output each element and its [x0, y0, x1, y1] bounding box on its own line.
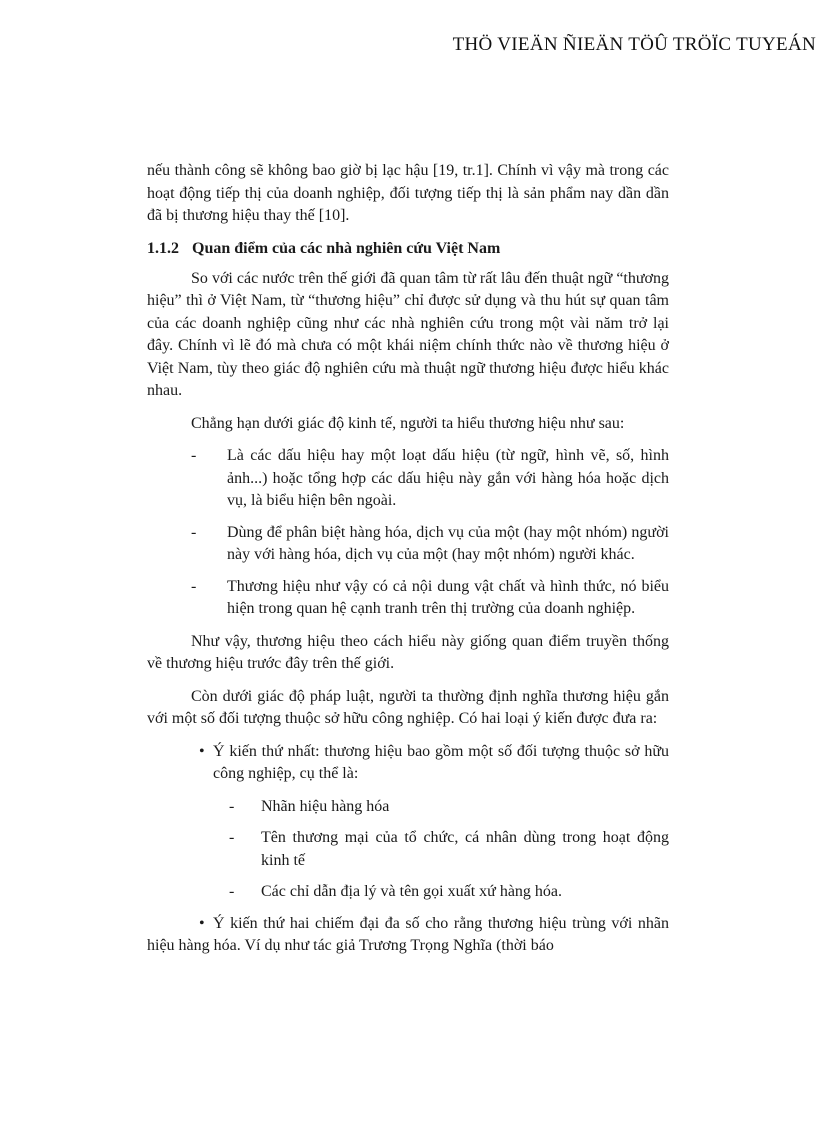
list-item-text: Là các dấu hiệu hay một loạt dấu hiệu (từ ngữ, hình vẽ, số, hình ảnh...) hoặc tổng hợp các dấu hiệu này gắn với hàng hóa hoặc dịch vụ, là biểu hiện bên ngoài.: [227, 447, 669, 509]
paragraph-2: Chẳng hạn dưới giác độ kinh tế, người ta hiểu thương hiệu như sau:: [191, 414, 625, 432]
dash-marker: -: [191, 523, 197, 541]
page-header-title: THÖ VIEÄN ÑIEÄN TÖÛ TRÖÏC TUYEÁN: [452, 34, 816, 55]
bullet-marker: •: [199, 914, 205, 932]
list-item-text: Nhãn hiệu hàng hóa: [261, 797, 390, 815]
opinion-2: [147, 913, 669, 958]
list-item-text: Thương hiệu như vậy có cả nội dung vật chất và hình thức, nó biểu hiện trong quan hệ cạnh tranh trên thị trường của doanh nghiệp.: [227, 577, 669, 617]
list-item: [147, 827, 669, 872]
intro-paragraph: nếu thành công sẽ không bao giờ bị lạc hậu [19, tr.1]. Chính vì vậy mà trong các hoạt động tiếp thị của doanh nghiệp, đối tượng tiếp thị là sản phẩm nay dần dần đã bị thương hiệu thay thế [10].: [147, 162, 669, 224]
list-item: [147, 796, 669, 819]
opinion-1-list: [147, 796, 669, 904]
bullet-marker: •: [199, 742, 205, 760]
paragraph-3: Như vậy, thương hiệu theo cách hiểu này giống quan điểm truyền thống về thương hiệu trước đây trên thế giới.: [147, 632, 669, 672]
section-heading: [147, 238, 669, 260]
dash-marker: -: [191, 577, 197, 595]
section-number: 1.1.2: [147, 239, 179, 257]
opinion-1: [147, 741, 669, 786]
list-item: [147, 576, 669, 621]
paragraph-1: So với các nước trên thế giới đã quan tâm từ rất lâu đến thuật ngữ “thương hiệu” thì ở Việt Nam, từ “thương hiệu” chỉ được sử dụng và thu hút sự quan tâm của các doanh nghiệp cũng như các nhà nghiên cứu trong một vài năm trở lại đây. Chính vì lẽ đó mà chưa có một khái niệm chính thức nào về thương hiệu ở Việt Nam, tùy theo giác độ nghiên cứu mà thuật ngữ thương hiệu được hiểu khác nhau.: [147, 269, 669, 399]
opinion-2-text: Ý kiến thứ hai chiếm đại đa số cho rằng thương hiệu trùng với nhãn hiệu hàng hóa. Ví dụ như tác giả Trương Trọng Nghĩa (thời báo: [147, 914, 669, 954]
list-item-text: Dùng để phân biệt hàng hóa, dịch vụ của một (hay một nhóm) người này với hàng hóa, dịch vụ của một (hay một nhóm) người khác.: [227, 523, 669, 563]
dash-marker: -: [229, 883, 235, 900]
document-body: [147, 160, 669, 968]
list-item: [147, 881, 669, 904]
economic-definition-list: [147, 445, 669, 621]
section-title: Quan điểm của các nhà nghiên cứu Việt Nam: [192, 239, 501, 257]
dash-marker: -: [229, 829, 235, 846]
dash-marker: -: [191, 447, 197, 464]
list-item-text: Các chỉ dẫn địa lý và tên gọi xuất xứ hàng hóa.: [261, 883, 563, 900]
list-item: [147, 522, 669, 567]
dash-marker: -: [229, 797, 235, 815]
opinion-1-text: Ý kiến thứ nhất: thương hiệu bao gồm một số đối tượng thuộc sở hữu công nghiệp, cụ thể là:: [213, 742, 669, 782]
paragraph-4: Còn dưới giác độ pháp luật, người ta thường định nghĩa thương hiệu gắn với một số đối tượng thuộc sở hữu công nghiệp. Có hai loại ý kiến được đưa ra:: [147, 687, 669, 727]
list-item: [147, 445, 669, 513]
list-item-text: Tên thương mại của tổ chức, cá nhân dùng trong hoạt động kinh tế: [261, 829, 669, 869]
